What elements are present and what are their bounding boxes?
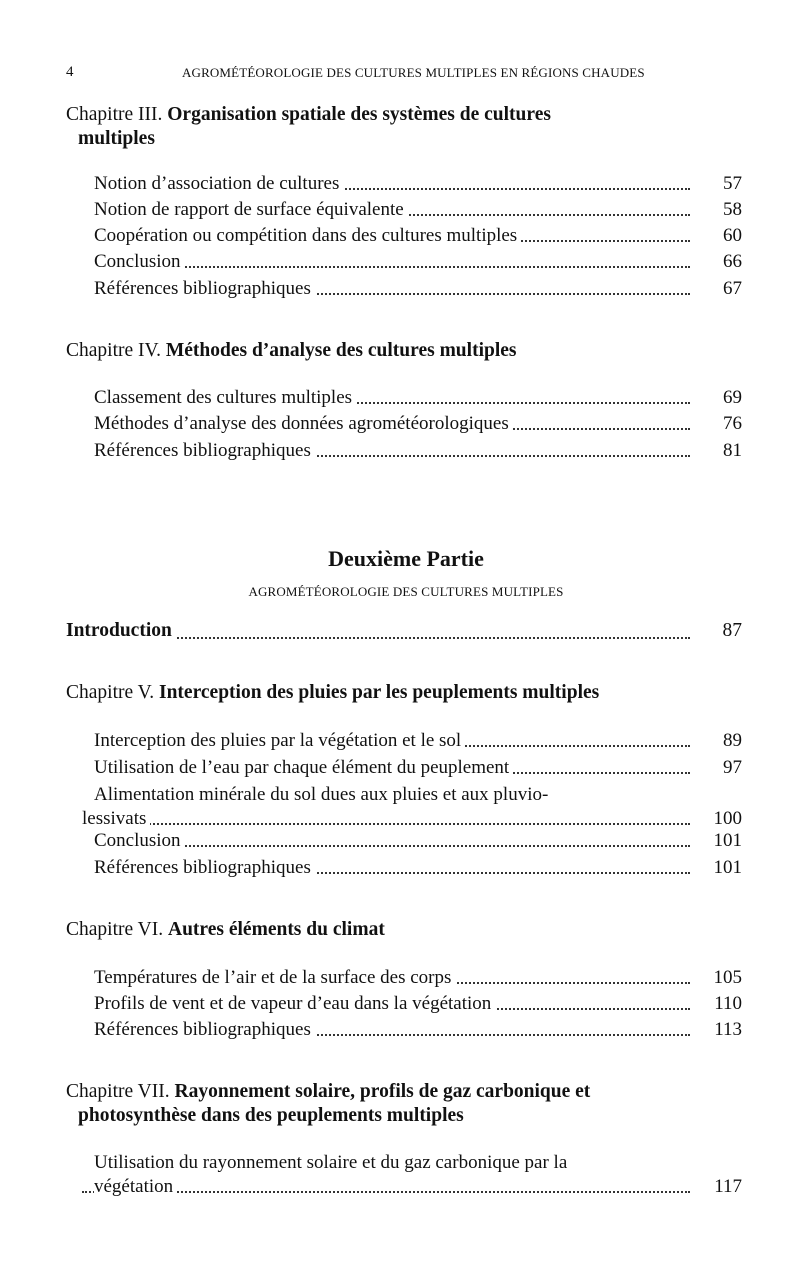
toc-entry[interactable] [94, 277, 742, 301]
running-title: AGROMÉTÉOROLOGIE DES CULTURES MULTIPLES EN RÉGIONS CHAUDES [182, 65, 645, 80]
toc-entry-page: 66 [723, 251, 742, 272]
page-number: 4 [66, 64, 74, 80]
toc-entry-label: Conclusion [94, 250, 185, 274]
toc-entry[interactable] [94, 1018, 742, 1042]
toc-entry-page: 110 [714, 993, 742, 1014]
toc-entry-label: Interception des pluies par la végétation et le sol [94, 729, 465, 753]
introduction-entry[interactable] [66, 619, 742, 645]
toc-entry[interactable] [94, 172, 742, 196]
chapter-title: Interception des pluies par les peuplements multiples [159, 682, 600, 703]
chapter-number: Chapitre IV. [66, 340, 161, 361]
toc-entry-label-continuation: lessivats [82, 807, 150, 831]
toc-entry[interactable] [94, 829, 742, 853]
toc-entry-page: 113 [714, 1019, 742, 1040]
toc-entry-page: 101 [713, 857, 742, 878]
toc-entry-label: Coopération ou compétition dans des cultures multiples [94, 224, 521, 248]
toc-entry-page: 117 [714, 1176, 742, 1197]
chapter-number: Chapitre V. [66, 682, 155, 703]
toc-entry-label: Références bibliographiques [94, 277, 315, 301]
toc-entry-label: Références bibliographiques [94, 1018, 315, 1042]
toc-entry-label: Profils de vent et de vapeur d’eau dans la végétation [94, 992, 495, 1016]
toc-entry-page: 81 [723, 440, 742, 461]
toc-entry[interactable] [94, 992, 742, 1016]
toc-entry-label: Utilisation du rayonnement solaire et du gaz carbonique par la [94, 1152, 568, 1173]
toc-entry-label: Références bibliographiques [94, 439, 315, 463]
chapter-7-heading [66, 1080, 746, 1128]
toc-entry-page: 60 [723, 225, 742, 246]
toc-entry-label: Méthodes d’analyse des données agrométéorologiques [94, 412, 513, 436]
toc-entry-page: 100 [713, 808, 742, 829]
chapter-title: Méthodes d’analyse des cultures multiples [165, 340, 517, 361]
toc-entry[interactable] [94, 386, 742, 410]
toc-entry[interactable] [94, 250, 742, 274]
chapter-6-heading [66, 918, 746, 942]
toc-entry-label: Températures de l’air et de la surface des corps [94, 966, 455, 990]
toc-entry[interactable] [94, 439, 742, 463]
toc-entry[interactable] [94, 198, 742, 222]
toc-entry-page: 57 [723, 173, 742, 194]
chapter-number: Chapitre VI. [66, 919, 164, 940]
toc-entry-label: Utilisation de l’eau par chaque élément du peuplement [94, 756, 513, 780]
toc-entry-label: Notion d’association de cultures [94, 172, 343, 196]
toc-entry[interactable] [82, 783, 742, 831]
toc-entry-page: 69 [723, 387, 742, 408]
part-subtitle: AGROMÉTÉOROLOGIE DES CULTURES MULTIPLES [248, 584, 564, 599]
toc-entry-label: Conclusion [94, 829, 185, 853]
toc-entry-page: 67 [723, 278, 742, 299]
toc-entry-page: 101 [713, 830, 742, 851]
toc-entry[interactable] [94, 756, 742, 780]
chapter-title: Autres éléments du climat [168, 919, 385, 940]
part-title: Deuxième Partie [328, 546, 484, 571]
toc-entry[interactable] [94, 856, 742, 880]
toc-entry-page: 58 [723, 199, 742, 220]
toc-entry[interactable] [94, 1151, 742, 1199]
chapter-title-continuation: photosynthèse dans des peuplements multiples [78, 1105, 464, 1126]
toc-entry-page: 76 [723, 413, 742, 434]
chapter-number: Chapitre III. [66, 104, 163, 125]
chapter-title: Organisation spatiale des systèmes de cultures [167, 104, 551, 125]
toc-entry-label: Notion de rapport de surface équivalente [94, 198, 408, 222]
leader-dots [82, 823, 690, 825]
toc-entry-label-continuation: végétation [94, 1175, 177, 1199]
toc-entry[interactable] [94, 224, 742, 248]
toc-entry-page: 97 [723, 757, 742, 778]
chapter-title-continuation: multiples [78, 128, 155, 149]
running-head [66, 64, 742, 84]
toc-entry[interactable] [94, 412, 742, 436]
toc-entry-label: Alimentation minérale du sol dues aux pluies et aux pluvio- [94, 784, 549, 805]
toc-entry-label: Classement des cultures multiples [94, 386, 356, 410]
chapter-number: Chapitre VII. [66, 1081, 170, 1102]
toc-entry[interactable] [94, 966, 742, 990]
chapter-5-heading [66, 681, 746, 705]
introduction-page: 87 [722, 620, 742, 641]
chapter-3-heading [66, 103, 746, 151]
toc-entry[interactable] [94, 729, 742, 753]
chapter-4-heading [66, 339, 746, 363]
introduction-label: Introduction [66, 619, 176, 643]
toc-entry-label: Références bibliographiques [94, 856, 315, 880]
toc-entry-page: 89 [723, 730, 742, 751]
chapter-title: Rayonnement solaire, profils de gaz carbonique et [174, 1081, 591, 1102]
toc-entry-page: 105 [713, 967, 742, 988]
